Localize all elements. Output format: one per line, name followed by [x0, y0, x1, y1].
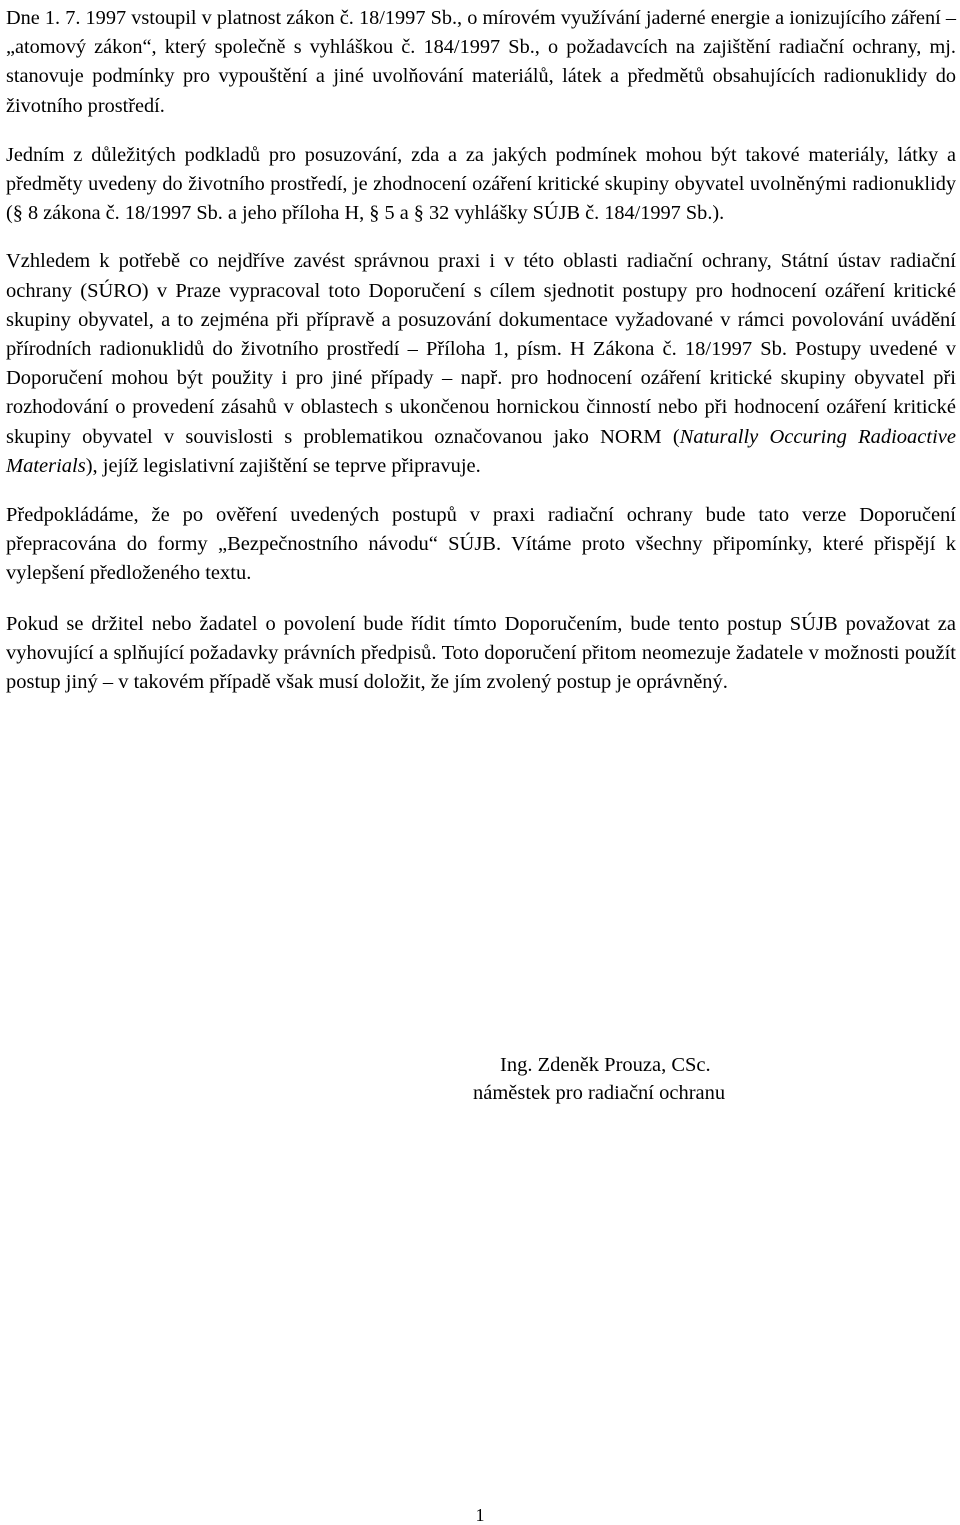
paragraph-recommendation-purpose	[6, 247, 956, 481]
paragraph-recommendation-text-a: Vzhledem k potřebě co nejdříve zavést správnou praxi i v této oblasti radiační ochrany, Státní ústav radiační ochrany (SÚRO) v Praze vypracoval toto Doporučení s cílem sjednotit postupy pro hodnocení ozáření kritické skupiny obyvatel, a to zejména při přípravě a posuzování dokumentace vyžadované v rámci povolování uvádění přírodních radionuklidů do životního prostředí – Příloha 1, písm. H Zákona č. 18/1997 Sb. Postupy uvedené v Doporučení mohou být použity i pro jiné případy – např. pro hodnocení ozáření kritické skupiny obyvatel při rozhodování o provedení zásahů v oblastech s ukončenou hornickou činností nebo při hodnocení ozáření kritické skupiny obyvatel v souvislosti s problematikou označovanou jako NORM (	[6, 250, 956, 448]
page-number: 1	[475, 1505, 485, 1525]
paragraph-recommendation-text-b: ), jejíž legislativní zajištění se teprve připravuje.	[85, 454, 481, 477]
document-body	[6, 4, 956, 697]
paragraph-future-revision: Předpokládáme, že po ověření uvedených postupů v praxi radiační ochrany bude tato verze Doporučení přepracována do formy „Bezpečnostního návodu“ SÚJB. Vítáme proto všechny připomínky, které přispějí k vylepšení předloženého textu.	[6, 504, 956, 585]
paragraph-intro: Dne 1. 7. 1997 vstoupil v platnost zákon č. 18/1997 Sb., o mírovém využívání jaderné energie a ionizujícího záření – „atomový zákon“, který společně s vyhláškou č. 184/1997 Sb., o požadavcích na zajištění radiační ochrany, mj. stanovuje podmínky pro vypouštění a jiné uvolňování materiálů, látek a předmětů obsahujících radionuklidy do životního prostředí.	[6, 7, 956, 117]
signatory-title: náměstek pro radiační ochranu	[473, 1082, 726, 1104]
norm-expansion-italic: Naturally Occuring Radioactive Materials	[6, 425, 956, 477]
paragraph-assessment-basis: Jedním z důležitých podkladů pro posuzování, zda a za jakých podmínek mohou být takové materiály, látky a předměty uvedeny do životního prostředí, je zhodnocení ozáření kritické skupiny obyvatel uvolněnými radionuklidy (§ 8 zákona č. 18/1997 Sb. a jeho příloha H, § 5 a § 32 vyhlášky SÚJB č. 184/1997 Sb.).	[6, 143, 956, 225]
signatory-name: Ing. Zdeněk Prouza, CSc.	[500, 1054, 711, 1076]
paragraph-compliance: Pokud se držitel nebo žadatel o povolení bude řídit tímto Doporučením, bude tento postup SÚJB považovat za vyhovující a splňující požadavky právních předpisů. Toto doporučení přitom neomezuje žadatele v možnosti použít postup jiný – v takovém případě však musí doložit, že jím zvolený postup je oprávněný.	[6, 612, 956, 694]
